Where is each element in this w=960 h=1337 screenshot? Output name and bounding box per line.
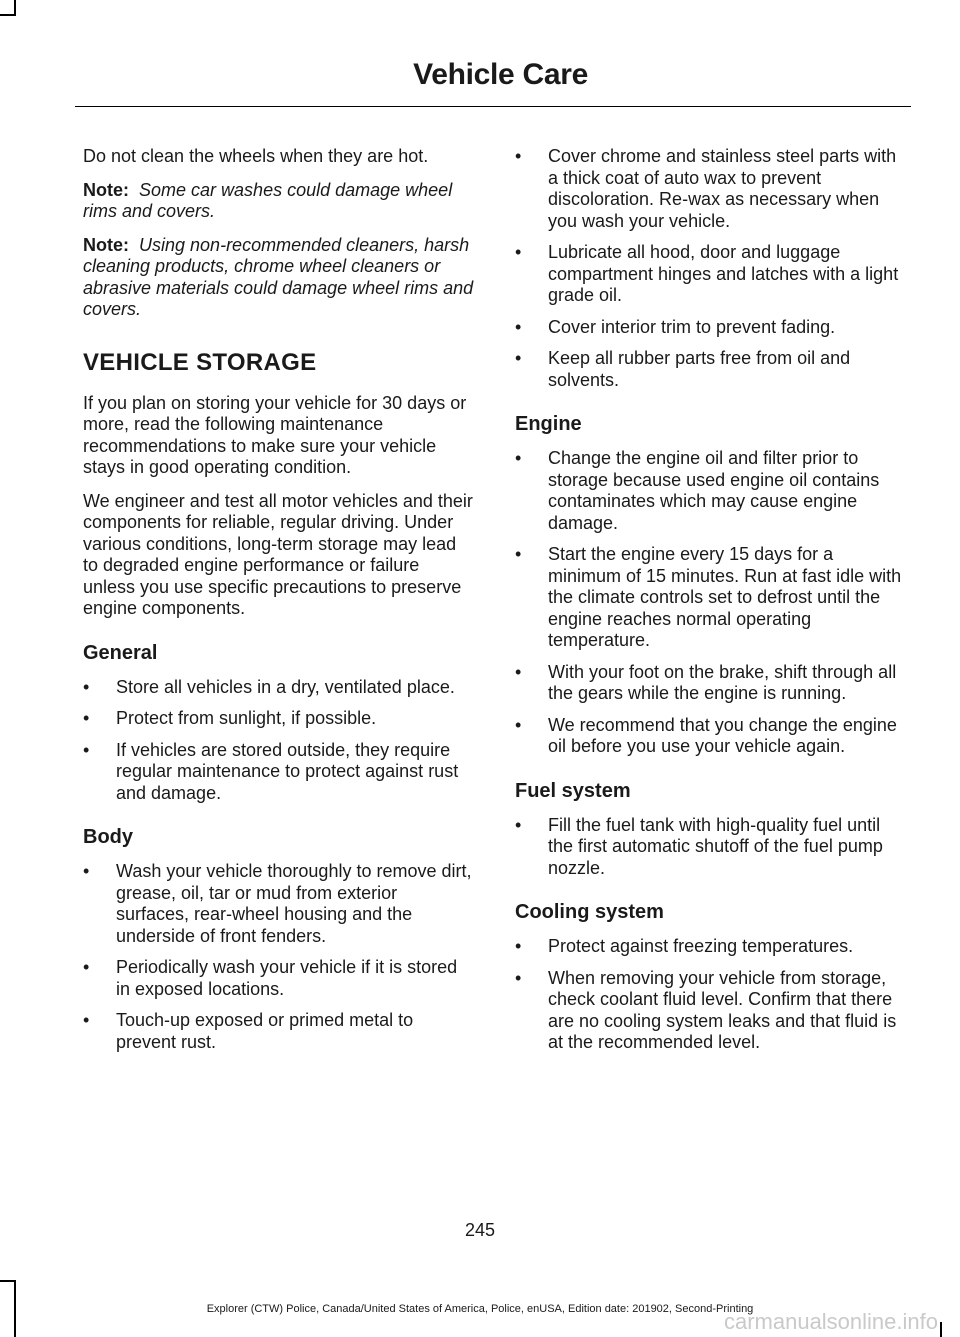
list-item-text: If vehicles are stored outside, they require regular maintenance to protect against rust and damage.: [116, 739, 459, 803]
footer-text: Explorer (CTW) Police, Canada/United States of America, Police, enUSA, Edition date: 201902, Second-Printing: [206, 1303, 754, 1315]
subsection-title-engine: Engine: [515, 413, 582, 435]
page-number: 245: [464, 1220, 496, 1240]
list-item: [515, 815, 909, 880]
general-list: [83, 677, 475, 805]
list-item: [83, 677, 475, 699]
note-1: [83, 180, 475, 223]
list-item: [515, 146, 909, 232]
left-column: [83, 146, 475, 1063]
subsection-title-body: Body: [83, 826, 133, 848]
list-item-text: With your foot on the brake, shift through all the gears while the engine is running.: [548, 661, 897, 703]
list-item: [515, 936, 909, 958]
intro-paragraph: Do not clean the wheels when they are hot.: [83, 146, 429, 166]
list-item-text: Protect against freezing temperatures.: [548, 936, 854, 956]
list-item: [515, 242, 909, 307]
bullet-icon: •: [515, 544, 522, 564]
list-item: [83, 861, 475, 947]
list-item-text: Start the engine every 15 days for a minimum of 15 minutes. Run at fast idle with the climate controls set to defrost until the engine reaches normal operating temperature.: [548, 544, 902, 650]
list-item-text: Wash your vehicle thoroughly to remove dirt, grease, oil, tar or mud from exterior surfaces, rear-wheel housing and the underside of front fenders.: [116, 861, 472, 946]
header-divider: [75, 106, 911, 107]
subsection-title-cooling-system: Cooling system: [515, 901, 664, 923]
crop-mark-bottom-right: [940, 1322, 942, 1337]
bullet-icon: •: [515, 967, 522, 988]
bullet-icon: •: [515, 146, 522, 166]
bullet-icon: •: [515, 661, 522, 682]
subsection-title-general: General: [83, 641, 158, 664]
cooling-list: [515, 936, 909, 1054]
bullet-icon: •: [83, 708, 90, 728]
bullet-icon: •: [515, 316, 522, 337]
bullet-icon: •: [515, 814, 522, 835]
bullet-icon: •: [515, 448, 522, 468]
bullet-icon: •: [515, 714, 522, 735]
list-item: [515, 968, 909, 1054]
list-item-text: Cover chrome and stainless steel parts with a thick coat of auto wax to prevent discoloration. Re-wax as necessary when you wash your vehicle.: [548, 146, 897, 231]
bullet-icon: •: [83, 861, 90, 881]
bullet-icon: •: [515, 242, 522, 262]
bullet-icon: •: [83, 739, 90, 760]
bullet-icon: •: [515, 936, 522, 956]
bullet-icon: •: [83, 1010, 90, 1030]
storage-paragraph-2: We engineer and test all motor vehicles and their components for reliable, regular driving. Under various conditions, long-term storage may lead to degraded engine performance or failure unless you use specific precautions to preserve engine components.: [83, 490, 473, 618]
list-item: [515, 544, 909, 652]
note-text: Some car washes could damage wheel rims and covers.: [83, 179, 453, 221]
list-item-text: Change the engine oil and filter prior to storage because used engine oil contains contaminates which may cause engine damage.: [548, 448, 880, 533]
note-label: Note:: [83, 179, 129, 200]
storage-paragraph-1: If you plan on storing your vehicle for 30 days or more, read the following maintenance recommendations to make sure your vehicle stays in good operating condition.: [83, 392, 467, 477]
crop-mark-bottom-left-h: [0, 1280, 16, 1282]
crop-mark-top-left-h: [0, 14, 16, 16]
list-item-text: Keep all rubber parts free from oil and solvents.: [548, 348, 851, 390]
list-item-text: Periodically wash your vehicle if it is stored in exposed locations.: [116, 957, 458, 999]
list-item: [83, 957, 475, 1000]
list-item-text: Cover interior trim to prevent fading.: [548, 316, 836, 337]
note-text: Using non-recommended cleaners, harsh cleaning products, chrome wheel cleaners or abrasive materials could damage wheel rims and covers.: [83, 234, 474, 319]
bullet-icon: •: [83, 676, 90, 697]
fuel-list: [515, 815, 909, 880]
list-item-text: We recommend that you change the engine oil before you use your vehicle again.: [548, 714, 897, 756]
engine-list: [515, 448, 909, 758]
list-item: [83, 1010, 475, 1053]
list-item: [515, 348, 909, 391]
list-item-text: Protect from sunlight, if possible.: [116, 708, 377, 728]
list-item: [83, 708, 475, 730]
list-item: [515, 317, 909, 339]
bullet-icon: •: [515, 348, 522, 368]
watermark-link[interactable]: carmanualsonline.info: [723, 1309, 938, 1334]
body-list: [83, 861, 475, 1053]
note-2: [83, 235, 475, 321]
list-item-text: When removing your vehicle from storage, check coolant fluid level. Confirm that there are no cooling system leaks and that fluid is at the recommended level.: [548, 967, 897, 1052]
right-column: [515, 146, 909, 1064]
bullet-icon: •: [83, 957, 90, 977]
list-item: [83, 740, 475, 805]
page-header-title: Vehicle Care: [413, 58, 588, 91]
list-item-text: Touch-up exposed or primed metal to prevent rust.: [116, 1010, 414, 1052]
list-item: [515, 448, 909, 534]
note-label: Note:: [83, 234, 129, 255]
list-item: [515, 715, 909, 758]
section-title-vehicle-storage: VEHICLE STORAGE: [83, 348, 317, 376]
list-item-text: Store all vehicles in a dry, ventilated place.: [116, 676, 455, 697]
list-item-text: Lubricate all hood, door and luggage compartment hinges and latches with a light grade oil.: [548, 242, 899, 305]
subsection-title-fuel-system: Fuel system: [515, 779, 631, 802]
list-item-text: Fill the fuel tank with high-quality fuel until the first automatic shutoff of the fuel pump nozzle.: [548, 814, 883, 878]
list-item: [515, 662, 909, 705]
body-list-continued: [515, 146, 909, 391]
